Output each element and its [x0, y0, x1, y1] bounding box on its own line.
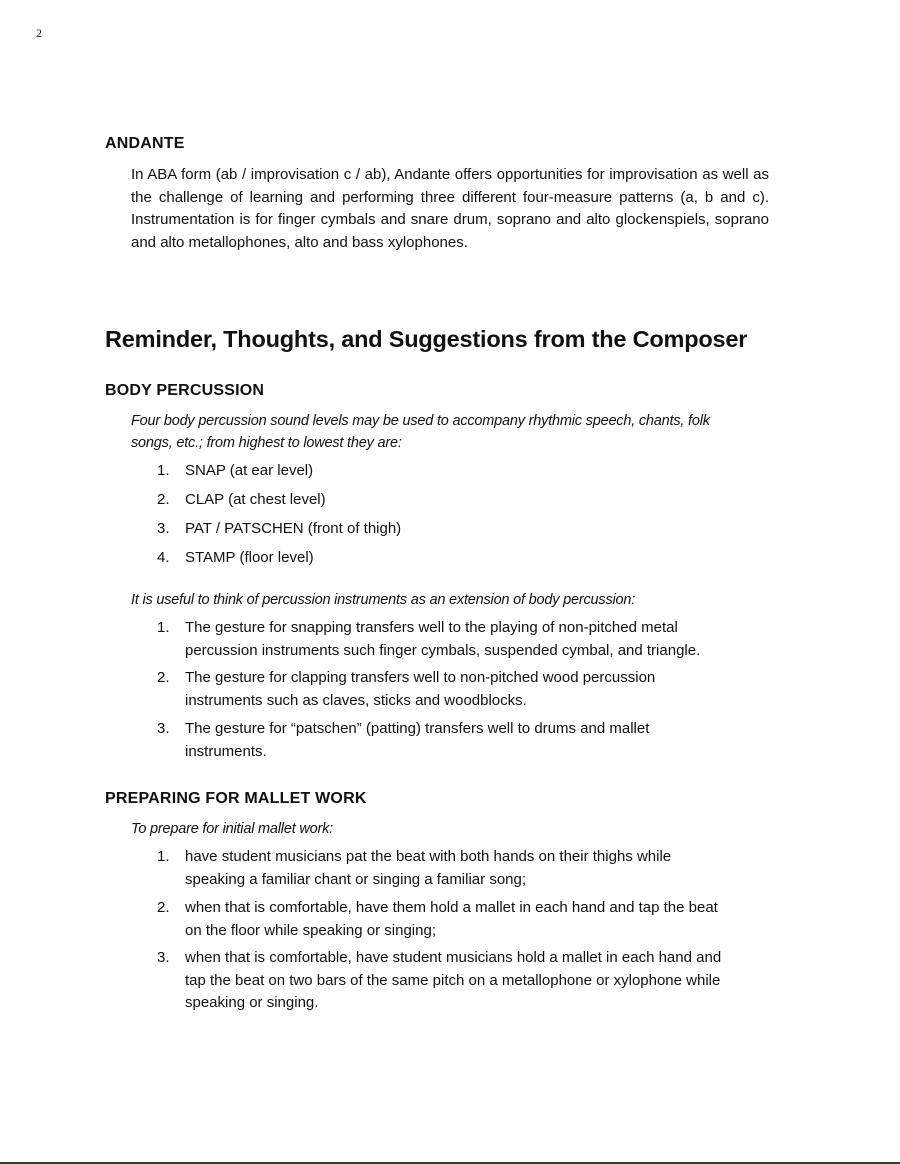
list-text: CLAP (at chest level) — [185, 491, 326, 508]
list-text: when that is comfortable, have student musicians hold a mallet in each hand and tap the beat on two bars of the same pitch on a metallophone or xylophone while speaking or singing. — [185, 949, 722, 1011]
list-item — [157, 518, 757, 541]
mallet-work-heading: PREPARING FOR MALLET WORK — [105, 790, 367, 807]
list-text: when that is comfortable, have them hold a mallet in each hand and tap the beat on the floor while speaking or singing; — [185, 899, 718, 939]
list-item — [157, 667, 717, 712]
list-text: STAMP (floor level) — [185, 549, 314, 566]
list-text: SNAP (at ear level) — [185, 462, 314, 479]
andante-heading: ANDANTE — [105, 135, 185, 152]
list-item — [157, 846, 732, 891]
list-number: 1. — [157, 462, 170, 479]
page-number: 2 — [36, 26, 42, 40]
list-item — [157, 947, 732, 1015]
list-item — [157, 897, 732, 942]
list-number: 2. — [157, 899, 170, 916]
list-text: The gesture for snapping transfers well to the playing of non-pitched metal percussion instruments such finger cymbals, suspended cymbal, and triangle. — [185, 619, 701, 659]
list-number: 3. — [157, 720, 170, 737]
list-number: 3. — [157, 949, 170, 966]
list-text: have student musicians pat the beat with both hands on their thighs while speaking a familiar chant or singing a familiar song; — [185, 848, 672, 888]
list-text: The gesture for clapping transfers well to non-pitched wood percussion instruments such as claves, sticks and woodblocks. — [185, 669, 656, 709]
list-item — [157, 547, 757, 570]
list-item — [157, 489, 757, 512]
list-number: 4. — [157, 549, 170, 566]
list-number: 3. — [157, 520, 170, 537]
body-percussion-heading: BODY PERCUSSION — [105, 382, 265, 399]
list-number: 1. — [157, 848, 170, 865]
list-number: 2. — [157, 491, 170, 508]
list-text: PAT / PATSCHEN (front of thigh) — [185, 520, 402, 537]
list-item — [157, 617, 732, 662]
andante-paragraph: In ABA form (ab / improvisation c / ab), Andante offers opportunities for improvisation as well as the challenge of learning and performing three different four-measure patterns (a, b and c). Instrumentation is for finger cymbals and snare drum, soprano and alto glockenspiels, soprano and alto metallophones, alto and bass xylophones. — [131, 166, 769, 251]
body-percussion-intro: Four body percussion sound levels may be used to accompany rhythmic speech, chants, folk songs, etc.; from highest to lowest they are: — [131, 413, 710, 451]
list-number: 2. — [157, 669, 170, 686]
list-number: 1. — [157, 619, 170, 636]
composer-notes-heading: Reminder, Thoughts, and Suggestions from the Composer — [105, 326, 748, 352]
list-item — [157, 460, 757, 483]
list-text: The gesture for “patschen” (patting) transfers well to drums and mallet instruments. — [185, 720, 650, 760]
extension-intro: It is useful to think of percussion instruments as an extension of body percussion: — [131, 592, 636, 608]
mallet-work-intro: To prepare for initial mallet work: — [131, 821, 333, 837]
list-item — [157, 718, 717, 763]
